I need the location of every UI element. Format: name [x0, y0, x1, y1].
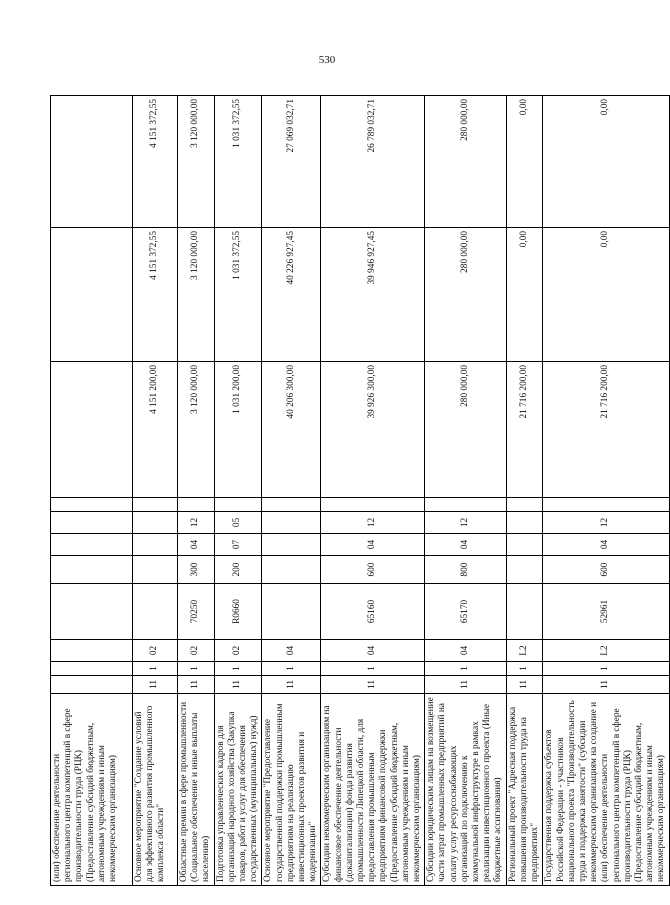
code-cell: 1 — [214, 662, 262, 676]
row-name-cell: Областные премии в сфере промышленности (Социальное обеспечение и иные выплаты населению) — [178, 694, 215, 886]
code-cell — [51, 584, 133, 640]
code-cell: 05 — [214, 512, 262, 534]
table-row — [543, 96, 669, 886]
amount-cell: 0,00 — [506, 228, 543, 362]
amount-cell — [51, 96, 133, 228]
code-cell: 04 — [543, 534, 669, 556]
amount-cell: 280 000,00 — [425, 362, 506, 498]
code-cell: 11 — [133, 676, 178, 694]
code-cell — [506, 512, 543, 534]
code-cell — [506, 584, 543, 640]
code-cell: 1 — [133, 662, 178, 676]
code-cell: 11 — [506, 676, 543, 694]
code-cell: 12 — [178, 512, 215, 534]
code-cell — [133, 512, 178, 534]
amount-cell: 27 069 032,71 — [262, 96, 321, 228]
code-cell — [133, 584, 178, 640]
amount-cell — [51, 228, 133, 362]
row-name-cell: (или) обеспечение деятельности регионального центра компетенций в сфере производительности труда (РЦК) (Предоставление субсидий бюджетным, автономным учреждениям и иным некоммерческим организациям) — [51, 694, 133, 886]
code-cell: 02 — [178, 640, 215, 662]
table-row — [425, 96, 506, 886]
table-row — [178, 96, 215, 886]
amount-cell: 4 151 200,00 — [133, 362, 178, 498]
row-name-cell: Региональный проект "Адресная поддержка повышения производительности труда на предприятиях" — [506, 694, 543, 886]
code-cell: 1 — [178, 662, 215, 676]
code-cell: 11 — [425, 676, 506, 694]
code-cell: 04 — [321, 534, 425, 556]
page-number: 530 — [318, 54, 336, 66]
code-cell — [51, 534, 133, 556]
code-cell: L2 — [506, 640, 543, 662]
row-name-cell: Субсидии юридическим лицам на возмещение части затрат промышленных предприятий на оплату услуг ресурсоснабжающих организаций по подключению к коммунальной инфраструктуре в рамках реализации инвестиционного проекта (Иные бюджетные ассигнования) — [425, 694, 506, 886]
table-row — [262, 96, 321, 886]
code-cell — [51, 556, 133, 584]
code-cell — [133, 556, 178, 584]
code-cell: 11 — [321, 676, 425, 694]
code-cell — [506, 534, 543, 556]
table-body — [51, 96, 670, 886]
code-cell: 600 — [543, 556, 669, 584]
code-cell — [133, 534, 178, 556]
code-cell: 04 — [425, 640, 506, 662]
table-row — [506, 96, 543, 886]
amount-cell: 40 226 927,45 — [262, 228, 321, 362]
code-cell — [51, 662, 133, 676]
code-cell: 11 — [262, 676, 321, 694]
code-cell: 1 — [262, 662, 321, 676]
amount-cell: 280 000,00 — [425, 96, 506, 228]
code-cell: L2 — [543, 640, 669, 662]
amount-cell: 3 120 000,00 — [178, 96, 215, 228]
budget-table — [50, 95, 670, 886]
code-cell: 300 — [178, 556, 215, 584]
row-name-cell: Основное мероприятие "Предоставление государственной поддержки промышленным предприятиям на реализацию инвестиционных проектов развития и модернизации" — [262, 694, 321, 886]
code-cell — [51, 676, 133, 694]
row-name-cell: Основное мероприятие "Создание условий для эффективного развития промышленного комплекса области" — [133, 694, 178, 886]
code-cell: 04 — [425, 534, 506, 556]
code-cell: 70250 — [178, 584, 215, 640]
amount-cell: 40 206 300,00 — [262, 362, 321, 498]
amount-cell: 280 000,00 — [425, 228, 506, 362]
table-row — [214, 96, 262, 886]
code-cell: 52961 — [543, 584, 669, 640]
code-cell: 12 — [321, 512, 425, 534]
table-row — [321, 96, 425, 886]
amount-cell: 21 716 200,00 — [543, 362, 669, 498]
amount-cell: 0,00 — [506, 96, 543, 228]
code-cell: 11 — [214, 676, 262, 694]
amount-cell: 4 151 372,55 — [133, 228, 178, 362]
code-cell: 04 — [262, 640, 321, 662]
amount-cell: 1 031 200,00 — [214, 362, 262, 498]
code-cell: 1 — [425, 662, 506, 676]
amount-cell: 0,00 — [543, 96, 669, 228]
rotated-page — [50, 38, 667, 886]
row-name-cell: Государственная поддержка субъектов Российской Федерации - участников национального проекта "Производительность труда и поддержка занятости" (субсидии некоммерческим организациям на создание и (или) обеспечение деятельности регионального центра компетенций в сфере производительности труда (РЦК) (Предоставление субсидий бюджетным, автономным учреждениям и иным некоммерческим организациям) — [543, 694, 669, 886]
code-cell: 02 — [133, 640, 178, 662]
code-cell — [543, 498, 669, 512]
code-cell — [214, 498, 262, 512]
amount-cell: 3 120 000,00 — [178, 362, 215, 498]
amount-cell: 1 031 372,55 — [214, 228, 262, 362]
code-cell: 12 — [543, 512, 669, 534]
code-cell — [51, 640, 133, 662]
code-cell — [506, 556, 543, 584]
code-cell: 65160 — [321, 584, 425, 640]
amount-cell: 1 031 372,55 — [214, 96, 262, 228]
amount-cell: 26 789 032,71 — [321, 96, 425, 228]
code-cell: 12 — [425, 512, 506, 534]
code-cell — [178, 498, 215, 512]
row-name-cell: Субсидии некоммерческим организациям на финансовое обеспечение деятельности (докапитализации) фонда развития промышленности Липецкой области, для предоставления промышленным предприятиям финансовой поддержки (Предоставление субсидий бюджетным, автономным учреждениям и иным некоммерческим организациям) — [321, 694, 425, 886]
code-cell — [133, 498, 178, 512]
code-cell: 1 — [321, 662, 425, 676]
code-cell — [262, 584, 321, 640]
code-cell — [262, 534, 321, 556]
code-cell: 800 — [425, 556, 506, 584]
code-cell: 1 — [543, 662, 669, 676]
code-cell: 04 — [178, 534, 215, 556]
code-cell — [262, 498, 321, 512]
code-cell: 1 — [506, 662, 543, 676]
amount-cell: 39 926 300,00 — [321, 362, 425, 498]
amount-cell: 39 946 927,45 — [321, 228, 425, 362]
code-cell: 11 — [543, 676, 669, 694]
code-cell — [506, 498, 543, 512]
code-cell — [51, 512, 133, 534]
amount-cell: 3 120 000,00 — [178, 228, 215, 362]
code-cell: 02 — [214, 640, 262, 662]
table-row — [51, 96, 133, 886]
code-cell — [321, 498, 425, 512]
amount-cell: 4 151 372,55 — [133, 96, 178, 228]
amount-cell: 0,00 — [543, 228, 669, 362]
code-cell: 200 — [214, 556, 262, 584]
code-cell: R0660 — [214, 584, 262, 640]
code-cell — [262, 512, 321, 534]
code-cell: 07 — [214, 534, 262, 556]
code-cell: 04 — [321, 640, 425, 662]
amount-cell — [51, 362, 133, 498]
code-cell — [425, 498, 506, 512]
row-name-cell: Подготовка управленческих кадров для организаций народного хозяйства (Закупка товаров, работ и услуг для обеспечения государственных (муниципальных) нужд) — [214, 694, 262, 886]
code-cell: 65170 — [425, 584, 506, 640]
code-cell: 11 — [178, 676, 215, 694]
amount-cell: 21 716 200,00 — [506, 362, 543, 498]
code-cell: 600 — [321, 556, 425, 584]
code-cell — [262, 556, 321, 584]
table-row — [133, 96, 178, 886]
code-cell — [51, 498, 133, 512]
